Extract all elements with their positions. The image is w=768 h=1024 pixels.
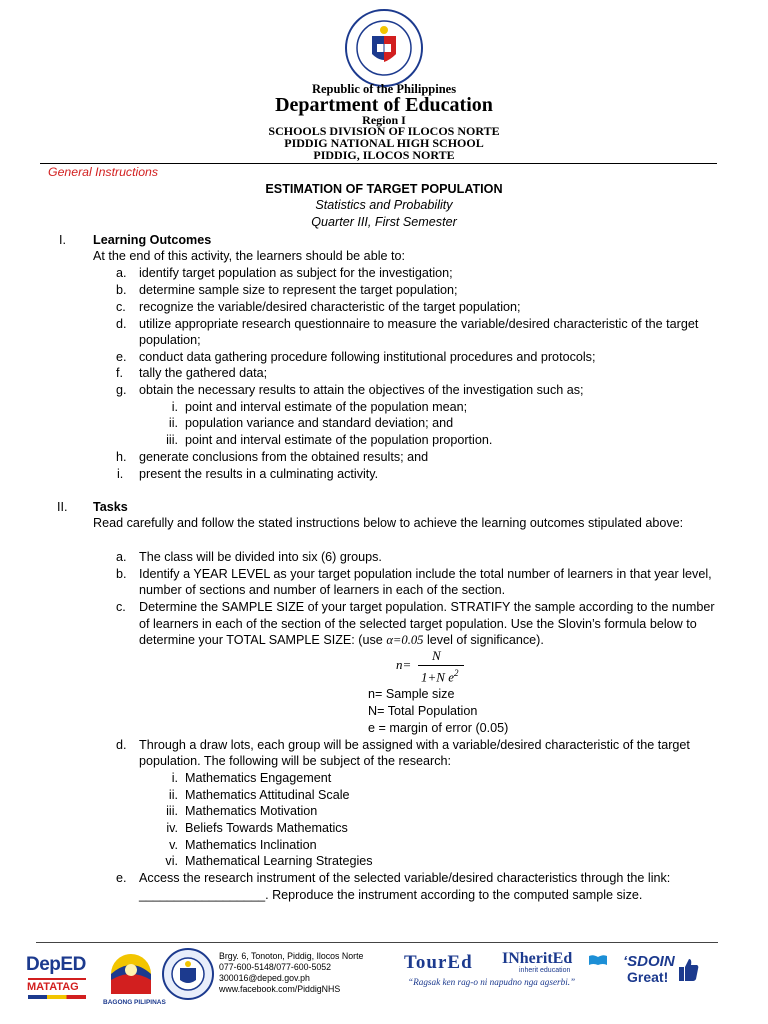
list-marker: f. xyxy=(116,366,123,380)
task-item: The class will be divided into six (6) groups. xyxy=(139,550,382,564)
department-title: Department of Education xyxy=(275,94,493,116)
sublist-marker: v. xyxy=(169,838,178,852)
task-marker: a. xyxy=(116,550,127,564)
sublist-marker: ii. xyxy=(168,416,178,430)
division-line: SCHOOLS DIVISION OF ILOCOS NORTE xyxy=(268,124,500,138)
sublist-item: Mathematics Inclination xyxy=(185,838,317,852)
list-item: determine sample size to represent the target population; xyxy=(139,283,458,297)
deped-seal-logo xyxy=(344,8,424,88)
footer-phone: 077-600-5148/077-600-5052 xyxy=(219,962,332,972)
sublist-marker: i. xyxy=(171,771,178,785)
matatag-text: MATATAG xyxy=(27,981,79,993)
sdoin-logo: ‘SDOIN xyxy=(623,953,675,970)
footer-email: 300016@deped.gov.ph xyxy=(219,973,310,983)
footer-tagline: “Ragsak ken rag-o ni napudno nga agserbi.” xyxy=(408,977,576,987)
list-item: conduct data gathering procedure following institutional procedures and protocols; xyxy=(139,350,596,364)
formula-denominator xyxy=(421,668,458,685)
footer-address: Brgy. 6, Tonoton, Piddig, Ilocos Norte xyxy=(219,951,364,961)
section1-number: I. xyxy=(59,233,66,247)
sublist-item: point and interval estimate of the population proportion. xyxy=(185,433,493,447)
header-rule xyxy=(40,163,717,164)
deped-underline xyxy=(28,978,86,980)
sublist-item: point and interval estimate of the population mean; xyxy=(185,400,468,414)
list-item: present the results in a culminating activity. xyxy=(139,467,379,481)
list-item: obtain the necessary results to attain the objectives of the investigation such as; xyxy=(139,383,584,397)
task-text: level of significance). xyxy=(423,633,544,647)
deped-matatag-logo xyxy=(26,954,90,1002)
fraction-bar xyxy=(418,665,464,666)
list-item: tally the gathered data; xyxy=(139,366,268,380)
general-instructions-label: General Instructions xyxy=(48,165,159,179)
address-line: PIDDIG, ILOCOS NORTE xyxy=(313,148,455,162)
sublist-item: Mathematics Motivation xyxy=(185,804,318,818)
document-subtitle: Statistics and Probability xyxy=(315,198,453,212)
list-marker: h. xyxy=(116,450,127,464)
list-item: recognize the variable/desired characteristic of the target population; xyxy=(139,300,521,314)
formula-lhs: n= xyxy=(396,657,412,672)
definition-N: N= Total Population xyxy=(368,704,478,718)
bagong-pilipinas-text: BAGONG PILIPINAS xyxy=(103,999,166,1006)
task-item-continued xyxy=(139,887,642,904)
footer-facebook: www.facebook.com/PiddigNHS xyxy=(219,984,341,994)
deped-logo-text: DepED xyxy=(26,954,86,975)
sublist-marker: iii. xyxy=(166,433,178,447)
sublist-item: Mathematical Learning Strategies xyxy=(185,854,373,868)
sublist-marker: vi. xyxy=(165,854,178,868)
list-item: utilize appropriate research questionnaire to measure the variable/desired characteristic of the target xyxy=(139,317,699,331)
section2-heading: Tasks xyxy=(93,500,128,514)
quarter-line: Quarter III, First Semester xyxy=(311,215,457,229)
region-line: Region I xyxy=(362,113,406,127)
document-title: ESTIMATION OF TARGET POPULATION xyxy=(265,182,503,196)
task-item-continued xyxy=(139,632,544,649)
sublist-marker: iii. xyxy=(166,804,178,818)
section1-intro: At the end of this activity, the learners should be able to: xyxy=(93,249,405,263)
task-marker: d. xyxy=(116,738,127,752)
list-marker: g. xyxy=(116,383,127,397)
section1-heading: Learning Outcomes xyxy=(93,233,212,247)
task-marker: e. xyxy=(116,871,127,885)
list-item: identify target population as subject for the investigation; xyxy=(139,266,453,280)
book-icon xyxy=(588,953,608,965)
list-marker: c. xyxy=(116,300,126,314)
exponent: 2 xyxy=(453,668,459,678)
footer-rule xyxy=(36,942,718,943)
list-item: generate conclusions from the obtained results; and xyxy=(139,450,429,464)
task-item: Identify a YEAR LEVEL as your target population include the total number of learners in that year level, xyxy=(139,567,712,581)
inherited-logo: INheritEd xyxy=(502,950,573,967)
task-item-continued: population. The following will be subject of the research: xyxy=(139,754,451,768)
task-text: . Reproduce the instrument according to the computed sample size. xyxy=(265,888,643,902)
task-item: Access the research instrument of the selected variable/desired characteristics through the link: xyxy=(139,871,671,885)
task-item: Through a draw lots, each group will be assigned with a variable/desired characteristic of the target xyxy=(139,738,690,752)
inherited-subtitle: inherit education xyxy=(519,967,571,974)
formula-numerator: N xyxy=(432,648,441,663)
definition-n: n= Sample size xyxy=(368,687,455,701)
sublist-item: Beliefs Towards Mathematics xyxy=(185,821,348,835)
school-line: PIDDIG NATIONAL HIGH SCHOOL xyxy=(284,136,484,150)
task-marker: b. xyxy=(116,567,127,581)
task-marker: c. xyxy=(116,600,126,614)
list-marker: e. xyxy=(116,350,127,364)
great-logo: Great! xyxy=(627,969,669,985)
section2-number: II. xyxy=(57,500,68,514)
sublist-marker: ii. xyxy=(168,788,178,802)
list-marker: b. xyxy=(116,283,127,297)
bagong-pilipinas-logo xyxy=(100,950,166,1010)
list-marker: i. xyxy=(117,467,124,481)
task-item-continued: of learners in each of the section of the selected target population. Use the Slovin’s formula below to xyxy=(139,617,697,631)
sublist-item: Mathematics Engagement xyxy=(185,771,332,785)
task-item: Determine the SAMPLE SIZE of your target population. STRATIFY the sample according to the number xyxy=(139,600,715,614)
list-marker: d. xyxy=(116,317,127,331)
list-item-continued: population; xyxy=(139,333,201,347)
link-blank: __________________ xyxy=(139,888,266,902)
thumbs-up-icon xyxy=(678,957,700,983)
toured-logo: TourEd xyxy=(404,952,473,973)
matatag-strip xyxy=(28,995,86,999)
list-marker: a. xyxy=(116,266,127,280)
republic-line: Republic of the Philippines xyxy=(311,82,457,96)
task-text: determine your TOTAL SAMPLE SIZE: (use xyxy=(139,633,387,647)
alpha-expression: α=0.05 xyxy=(386,633,424,647)
denominator-text: 1+N e xyxy=(421,669,454,685)
school-seal-logo xyxy=(162,948,214,1000)
task-item-continued: number of sections and number of learners in each of the section. xyxy=(139,583,506,597)
section2-intro: Read carefully and follow the stated instructions below to achieve the learning outcomes stipulated above: xyxy=(93,516,684,530)
sublist-item: Mathematics Attitudinal Scale xyxy=(185,788,350,802)
sublist-marker: i. xyxy=(171,400,178,414)
definition-e: e = margin of error (0.05) xyxy=(368,721,509,735)
sublist-item: population variance and standard deviation; and xyxy=(185,416,454,430)
sublist-marker: iv. xyxy=(166,821,178,835)
